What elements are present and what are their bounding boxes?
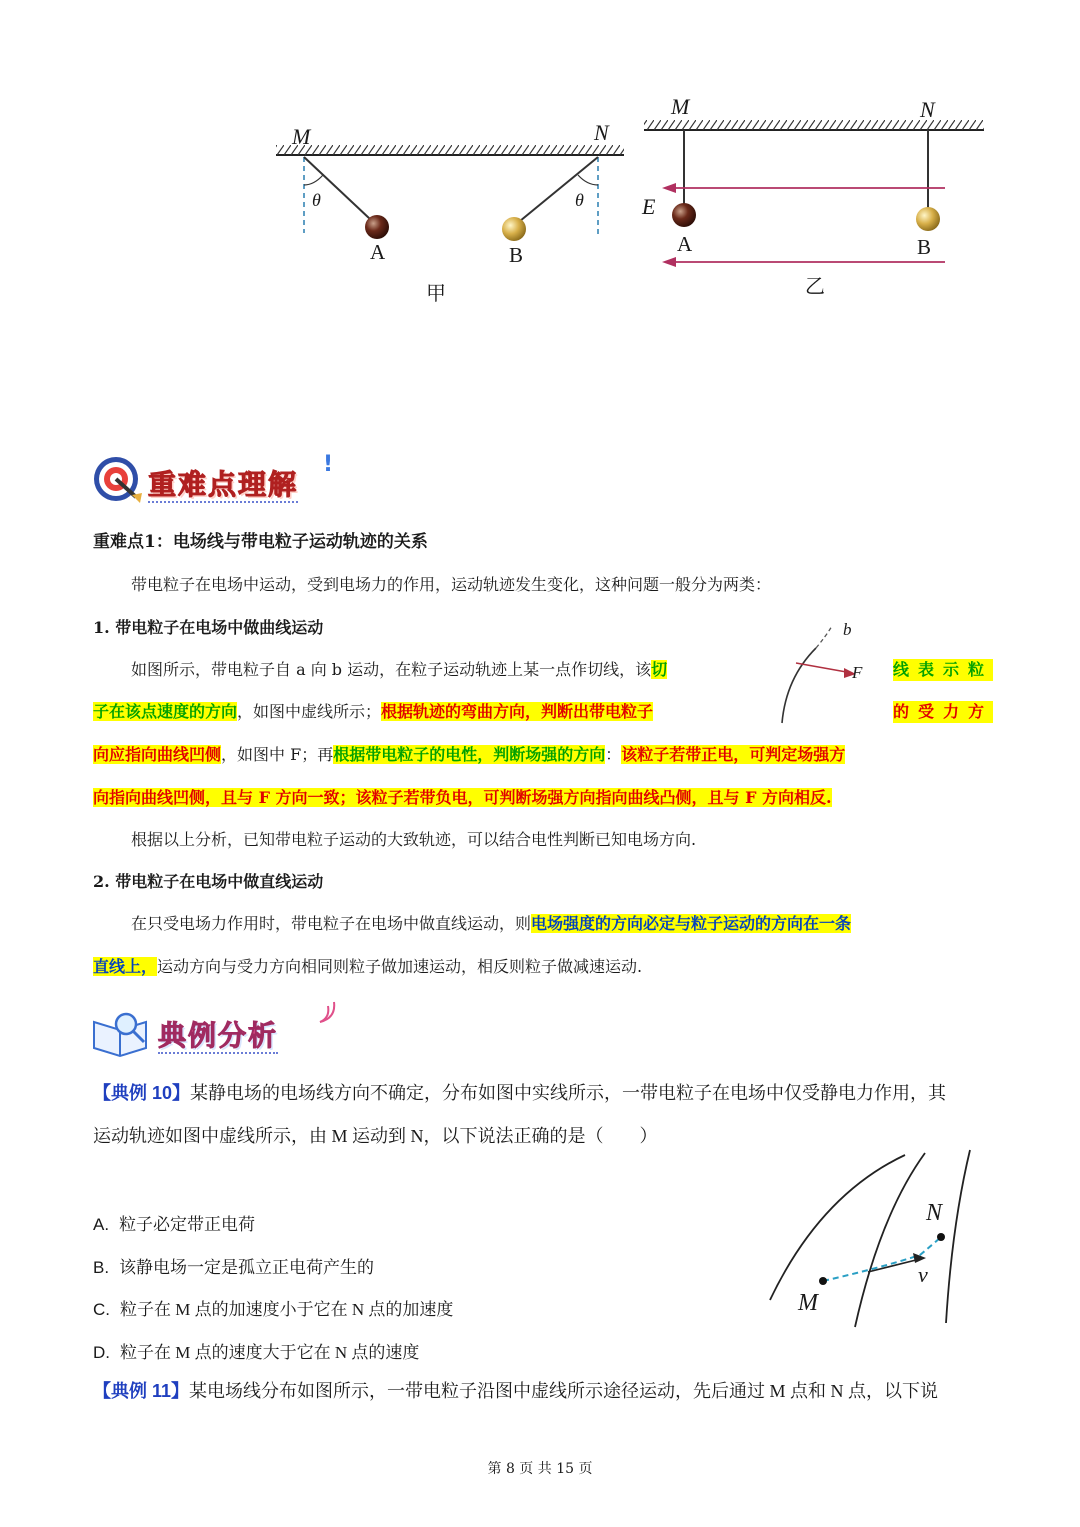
option-d[interactable]: D. 粒子在 M 点的速度大于它在 N 点的速度 — [93, 1343, 420, 1362]
sub1-line3: 向应指向曲线凹侧，如图中 F；再根据带电粒子的电性，判断场强的方向：该粒子若带正电，可判定场强方 — [93, 745, 846, 764]
label-v-field: v — [918, 1262, 928, 1287]
example11-line1: 【典例 11】某电场线分布如图所示，一带电粒子沿图中虚线所示途径运动，先后通过 M 点和 N 点，以下说 — [93, 1381, 939, 1401]
label-n-field: N — [926, 1200, 943, 1226]
example10-tag: 【典例 10】 — [93, 1083, 191, 1103]
exclaim-icon: ! — [323, 452, 334, 477]
ceiling-hatch — [276, 145, 624, 155]
label-a-yi: A — [677, 232, 693, 256]
option-b[interactable]: B. 该静电场一定是孤立正电荷产生的 — [93, 1258, 375, 1277]
key-point-intro: 带电粒子在电场中运动，受到电场力的作用，运动轨迹发生变化，这种问题一般分为两类： — [131, 575, 772, 594]
ball-b — [502, 217, 526, 241]
caption-yi: 乙 — [805, 274, 825, 298]
label-f-small: F — [852, 663, 863, 682]
section-title-examples: 典例分析 — [158, 1019, 279, 1052]
ball-b — [916, 207, 940, 231]
sub1-line2: 子在该点速度的方向，如图中虚线所示；根据轨迹的弯曲方向，判断出带电粒子 — [93, 702, 654, 721]
label-b-small: b — [843, 620, 852, 639]
tangent-dashed — [816, 626, 832, 648]
sub1-line2-right: 的受力方 — [893, 702, 994, 721]
field-lines-figure — [760, 1145, 990, 1335]
ball-a — [365, 215, 389, 239]
section-title-key-points: 重难点理解 — [148, 468, 299, 501]
sub1-heading: 1. 带电粒子在电场中做曲线运动 — [93, 618, 324, 637]
trajectory-curve — [782, 648, 816, 723]
trajectory-figure — [770, 618, 880, 728]
label-e-yi: E — [642, 194, 656, 219]
option-c[interactable]: C. 粒子在 M 点的加速度小于它在 N 点的加速度 — [93, 1300, 454, 1319]
example10-line1: 【典例 10】某静电场的电场线方向不确定，分布如图中实线所示，一带电粒子在电场中仅受静电力作用，其 — [93, 1083, 947, 1103]
label-a-jia: A — [370, 240, 386, 264]
label-n-yi: N — [920, 97, 935, 122]
caption-jia: 甲 — [426, 281, 446, 305]
string-b — [520, 157, 598, 221]
label-n-jia: N — [594, 120, 609, 145]
point-n — [937, 1233, 945, 1241]
target-icon — [92, 455, 148, 505]
label-m-jia: M — [292, 124, 311, 149]
point-m — [819, 1277, 827, 1285]
sub1-line1-right: 线表示粒 — [893, 660, 994, 679]
sub2-line1: 在只受电场力作用时，带电粒子在电场中做直线运动，则电场强度的方向必定与粒子运动的方向在一条 — [131, 914, 852, 933]
label-b-yi: B — [917, 235, 932, 259]
signal-icon — [316, 1000, 342, 1026]
angle-arc-left — [304, 175, 323, 185]
label-b-jia: B — [509, 243, 524, 267]
example10-line2: 运动轨迹如图中虚线所示，由 M 运动到 N，以下说法正确的是（ ） — [93, 1126, 658, 1146]
figure-yi — [640, 100, 990, 275]
ball-a — [672, 203, 696, 227]
label-theta-right: θ — [575, 190, 584, 210]
angle-arc-right — [578, 175, 598, 185]
example11-tag: 【典例 11】 — [93, 1381, 190, 1401]
label-m-field: M — [798, 1290, 818, 1316]
force-arrow — [796, 663, 852, 673]
label-m-yi: M — [671, 94, 690, 119]
key-point-heading: 重难点1：电场线与带电粒子运动轨迹的关系 — [93, 532, 428, 552]
sub2-heading: 2. 带电粒子在电场中做直线运动 — [93, 872, 324, 891]
option-a[interactable]: A. 粒子必定带正电荷 — [93, 1215, 256, 1234]
page-footer: 第 8 页 共 15 页 — [487, 1461, 593, 1477]
sub1-line4: 向指向曲线凹侧，且与 F 方向一致；该粒子若带负电，可判断场强方向指向曲线凸侧，且与 F 方向相反. — [93, 788, 832, 807]
sub2-line2: 直线上，运动方向与受力方向相同则粒子做加速运动，相反则粒子做减速运动. — [93, 957, 643, 976]
field-line-3 — [946, 1150, 970, 1323]
book-magnifier-icon — [90, 1008, 156, 1060]
sub1-line1: 如图所示，带电粒子自 a 向 b 运动，在粒子运动轨迹上某一点作切线，该切 — [131, 660, 668, 679]
velocity-arrow — [868, 1259, 920, 1272]
sub1-line5: 根据以上分析，已知带电粒子运动的大致轨迹，可以结合电性判断已知电场方向. — [131, 830, 697, 849]
label-theta-left: θ — [312, 190, 321, 210]
